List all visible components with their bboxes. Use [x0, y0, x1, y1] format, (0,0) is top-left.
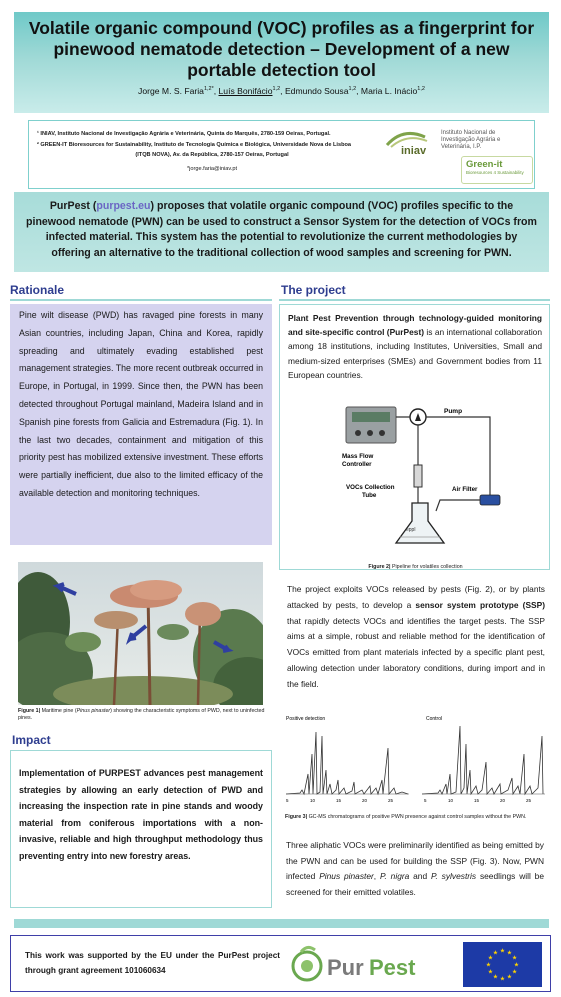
- pine-forest-photo: [18, 562, 263, 705]
- pump-label: Pump: [444, 408, 463, 415]
- project-paragraph-3: Three aliphatic VOCs were preliminarily identified as being emitted by the PWN and can be used for building the SSP (Fig. 3). Now, PWN infected Pinus pinaster, P. nigra and P. sylvestris seedlings will be screened for their emitted volatiles.: [286, 840, 545, 897]
- greenit-logo-name: Green-it: [466, 159, 503, 170]
- affiliation-1: ¹ INIAV, Instituto Nacional de Investigação Agrária e Veterinária, Quinta do Marquês, 2780-159 Oeiras, Portugal.: [37, 131, 331, 137]
- flask-mark: eppl: [406, 527, 416, 533]
- author-2: Luís Bonifácio: [218, 86, 273, 96]
- bottom-divider-bar: [14, 919, 549, 928]
- purpest-logo-pur: Pur: [327, 955, 364, 980]
- author-4: Maria L. Inácio$^{1,2}$: [360, 86, 425, 96]
- project-paragraph-2: The project exploits VOCs released by pests (Fig. 2), or by plants attacked by pests, to develop a sensor system prototype (SSP) that rapidly detects VOCs and identifies the target pests. The SSP aims at a simple, robust and reliable method for the identification of VOCs emitted from plant materials infected by a specific plant pest, allowing detection under laboratory conditions, during import and in the field.: [287, 584, 545, 689]
- iniav-logo-line1: Instituto Nacional de: [441, 130, 496, 136]
- chromatogram-positive-title: Positive detection: [286, 716, 326, 722]
- filter-label: Air Filter: [452, 486, 478, 493]
- chrom-right-tick-5: 5: [424, 798, 427, 803]
- impact-heading: Impact: [12, 733, 51, 747]
- eu-star-icon: ★: [511, 955, 518, 962]
- funding-statement: This work was supported by the EU under the PurPest project through grant agreement 101060634: [25, 951, 280, 975]
- affiliation-2b: (ITQB NOVA), Av. da República, 2780-157 Oeiras, Portugal: [135, 152, 289, 158]
- intro-statement: PurPest (purpest.eu) proposes that volatile organic compound (VOC) profiles specific to the pinewood nematode (PWN) can be used to construct a Sensor System for the detection of VOCs from infected material. This system has the potential to revolutionize the current methodologies by offering an alternative to the traditional collection of wood samples and screening for PWN.: [14, 192, 549, 272]
- figure-2-caption: Figure 2| Pipeline for volatiles collection: [368, 564, 463, 570]
- chrom-right-tick-10: 10: [448, 798, 454, 803]
- project-paragraph-1: Plant Pest Prevention through technology-guided monitoring and site-specific control (PurPest) is an international collaboration among 18 institutions, including Institutes, Universities, Small and medium-sized enterprises (SMEs) and Government bodies from 11 European countries.: [288, 313, 542, 380]
- project-rule: [279, 299, 550, 301]
- eu-star-icon: ★: [513, 962, 520, 969]
- chrom-right-tick-15: 15: [474, 798, 480, 803]
- rationale-heading: Rationale: [10, 283, 65, 297]
- chrom-left-tick-5: 5: [286, 798, 289, 803]
- footer: [10, 935, 551, 992]
- purpest-logo: [289, 942, 439, 986]
- author-list: Jorge M. S. Faria$^{1,2*}$, Luís Bonifácio$^{1,2}$, Edmundo Sousa$^{1,2}$, Maria L. Inácio$^{1,2}$: [138, 86, 425, 96]
- chrom-right-tick-20: 20: [500, 798, 506, 803]
- eu-star-icon: ★: [511, 969, 518, 976]
- author-3: Edmundo Sousa$^{1,2}$: [284, 86, 357, 96]
- chrom-left-tick-15: 15: [336, 798, 342, 803]
- affiliations-box: [28, 120, 535, 189]
- tube-label-line1: VOCs Collection: [346, 484, 395, 491]
- project-box: [279, 304, 550, 570]
- chrom-right-tick-25: 25: [526, 798, 532, 803]
- impact-text: Implementation of PURPEST advances pest management strategies by allowing an early detection of PWD and increasing the inspection rate in pine stands and woody material from coniferous importations with a non-invasive, reliable and high throughput methodology thus preventing entry into new forestry areas.: [10, 750, 272, 908]
- eu-star-icon: ★: [487, 969, 494, 976]
- iniav-logo-line2: Investigação Agrária e: [441, 137, 501, 143]
- tube-label-line2: Tube: [362, 492, 377, 499]
- chromatogram-control: [420, 714, 547, 806]
- eu-star-icon: ★: [487, 955, 494, 962]
- chrom-left-tick-25: 25: [388, 798, 394, 803]
- eu-star-icon: ★: [485, 962, 492, 969]
- eu-star-icon: ★: [492, 974, 499, 981]
- greenit-logo-tagline: Bioresources 4 Sustainability: [466, 170, 524, 175]
- chrom-left-tick-10: 10: [310, 798, 316, 803]
- title-banner: [14, 12, 549, 113]
- eu-star-icon: ★: [492, 950, 499, 957]
- project-heading: The project: [281, 283, 346, 297]
- eu-star-icon: ★: [499, 976, 506, 983]
- rationale-text: Pine wilt disease (PWD) has ravaged pine forests in many Asian countries, including Japan, China and Korea, rapidly spreading and ultimately evading established pest management strategies. The more recent outbreak occurred in Europe, in Portugal, in 1999. Since then, the PWN has been detected throughout Portugal mainland, Madeira Island and in Spanish pine forests from Galicia and Estremadura (Fig. 1). In the last two decades, containment and mitigation of this priority pest has mobilized extensive investment. These efforts were partially inefficient, due also to the limited efficacy of the available detection and monitoring techniques.: [10, 304, 272, 545]
- eu-flag-icon: [463, 942, 542, 987]
- contact-email: *jorge.faria@iniav.pt: [186, 165, 238, 172]
- author-1: Jorge M. S. Faria$^{1,2*}$: [138, 86, 214, 96]
- eu-star-icon: ★: [506, 974, 513, 981]
- chromatogram-control-title: Control: [426, 716, 443, 722]
- figure-1-caption: Figure 1| Maritime pine (Pinus pinaster) showing the characteristic symptoms of PWD, next to uninfected pines.: [18, 708, 265, 721]
- mfc-label-line2: Controller: [342, 461, 372, 468]
- affiliation-2a: ² GREEN-IT Bioresources for Sustainability, Instituto de Tecnologia Química e Biológica, Universidade Nova de Lisboa: [37, 141, 352, 148]
- poster-title: Volatile organic compound (VOC) profiles as a fingerprint for pinewood nematode detection – Development of a new portable detection tool: [28, 18, 535, 80]
- iniav-logo-text: iniav: [401, 145, 427, 157]
- rationale-rule: [10, 299, 272, 301]
- chrom-left-tick-20: 20: [362, 798, 368, 803]
- purpest-link[interactable]: purpest.eu: [96, 200, 151, 212]
- purpest-logo-pest: Pest: [369, 955, 416, 980]
- affiliations-text: [37, 129, 387, 174]
- figure-3-caption: Figure 3| GC-MS chromatograms of positive PWN presence against control samples without the PWN.: [285, 814, 527, 820]
- iniav-logo-line3: Veterinária, I.P.: [441, 144, 482, 150]
- iniav-logo: [381, 125, 531, 157]
- chromatogram-positive: [284, 714, 411, 806]
- eu-star-icon: ★: [506, 950, 513, 957]
- greenit-logo: [461, 156, 533, 184]
- eu-star-icon: ★: [499, 948, 506, 955]
- mfc-label-line1: Mass Flow: [342, 453, 374, 460]
- pipeline-diagram: [340, 403, 510, 548]
